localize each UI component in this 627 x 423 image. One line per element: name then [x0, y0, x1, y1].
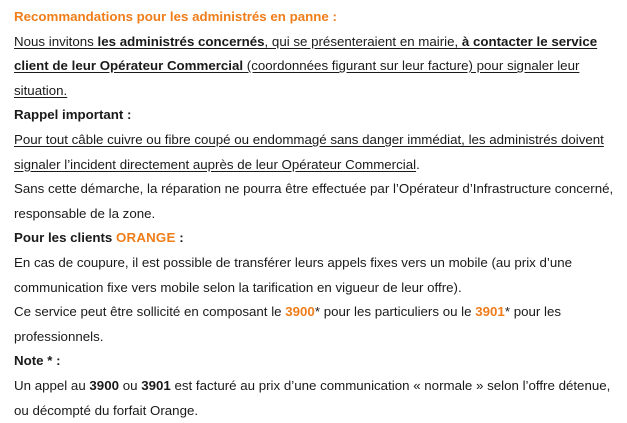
orange-line1: En cas de coupure, il est possible de transférer leurs appels fixes vers un mobile (au prix d’une	[14, 251, 613, 276]
number-3900: 3900	[285, 304, 315, 319]
text-ou: ou	[119, 378, 141, 393]
text-particuliers: * pour les particuliers ou le	[315, 304, 475, 319]
orange-line3	[14, 300, 613, 325]
para1-line3	[14, 79, 613, 104]
text-pour-clients: Pour les clients	[14, 230, 116, 245]
text-service-sollicite: Ce service peut être sollicité en composant le	[14, 304, 285, 319]
orange-line4: professionnels.	[14, 325, 613, 350]
text-invite-start: Nous invitons	[14, 34, 98, 49]
para1-line2	[14, 54, 613, 79]
text-facture: est facturé au prix d’une communication « normale » selon l’offre détenue,	[171, 378, 611, 393]
text-mairie: , qui se présenteraient en mairie,	[265, 34, 462, 49]
rappel-line3: Sans cette démarche, la réparation ne pourra être effectuée par l’Opérateur d’Infrastructure concerné,	[14, 177, 613, 202]
text-signaler-incident: signaler l’incident directement auprès de leur Opérateur Commercial	[14, 157, 416, 172]
rappel-line4: responsable de la zone.	[14, 202, 613, 227]
orange-section-title	[14, 226, 613, 251]
text-colon: :	[176, 230, 184, 245]
text-administres-concernes: les administrés concernés	[98, 34, 265, 49]
text-orange-brand: ORANGE	[116, 230, 176, 245]
text-client-operateur: client de leur Opérateur Commercial	[14, 58, 243, 73]
section-heading-recommendations: Recommandations pour les administrés en panne :	[14, 5, 613, 30]
text-un-appel: Un appel au	[14, 378, 89, 393]
rappel-line1	[14, 128, 613, 153]
orange-line2: communication fixe vers mobile selon la tarification en vigueur de leur offre).	[14, 276, 613, 301]
note-line2: ou décompté du forfait Orange.	[14, 399, 613, 423]
text-cable-coupe: Pour tout câble cuivre ou fibre coupé ou endommagé sans danger immédiat, les administrés doivent	[14, 132, 604, 147]
note-number-3901: 3901	[141, 378, 171, 393]
number-3901: 3901	[475, 304, 505, 319]
text-coordonnees: (coordonnées figurant sur leur facture) pour signaler leur	[243, 58, 579, 73]
rappel-line2	[14, 153, 613, 178]
note-line1	[14, 374, 613, 399]
text-contacter-service: à contacter le service	[462, 34, 597, 49]
text-pour-les: * pour les	[505, 304, 561, 319]
note-number-3900: 3900	[89, 378, 119, 393]
para1-line1	[14, 30, 613, 55]
text-period: .	[416, 157, 420, 172]
note-title: Note * :	[14, 349, 613, 374]
rappel-title: Rappel important :	[14, 103, 613, 128]
text-situation: situation.	[14, 83, 67, 98]
